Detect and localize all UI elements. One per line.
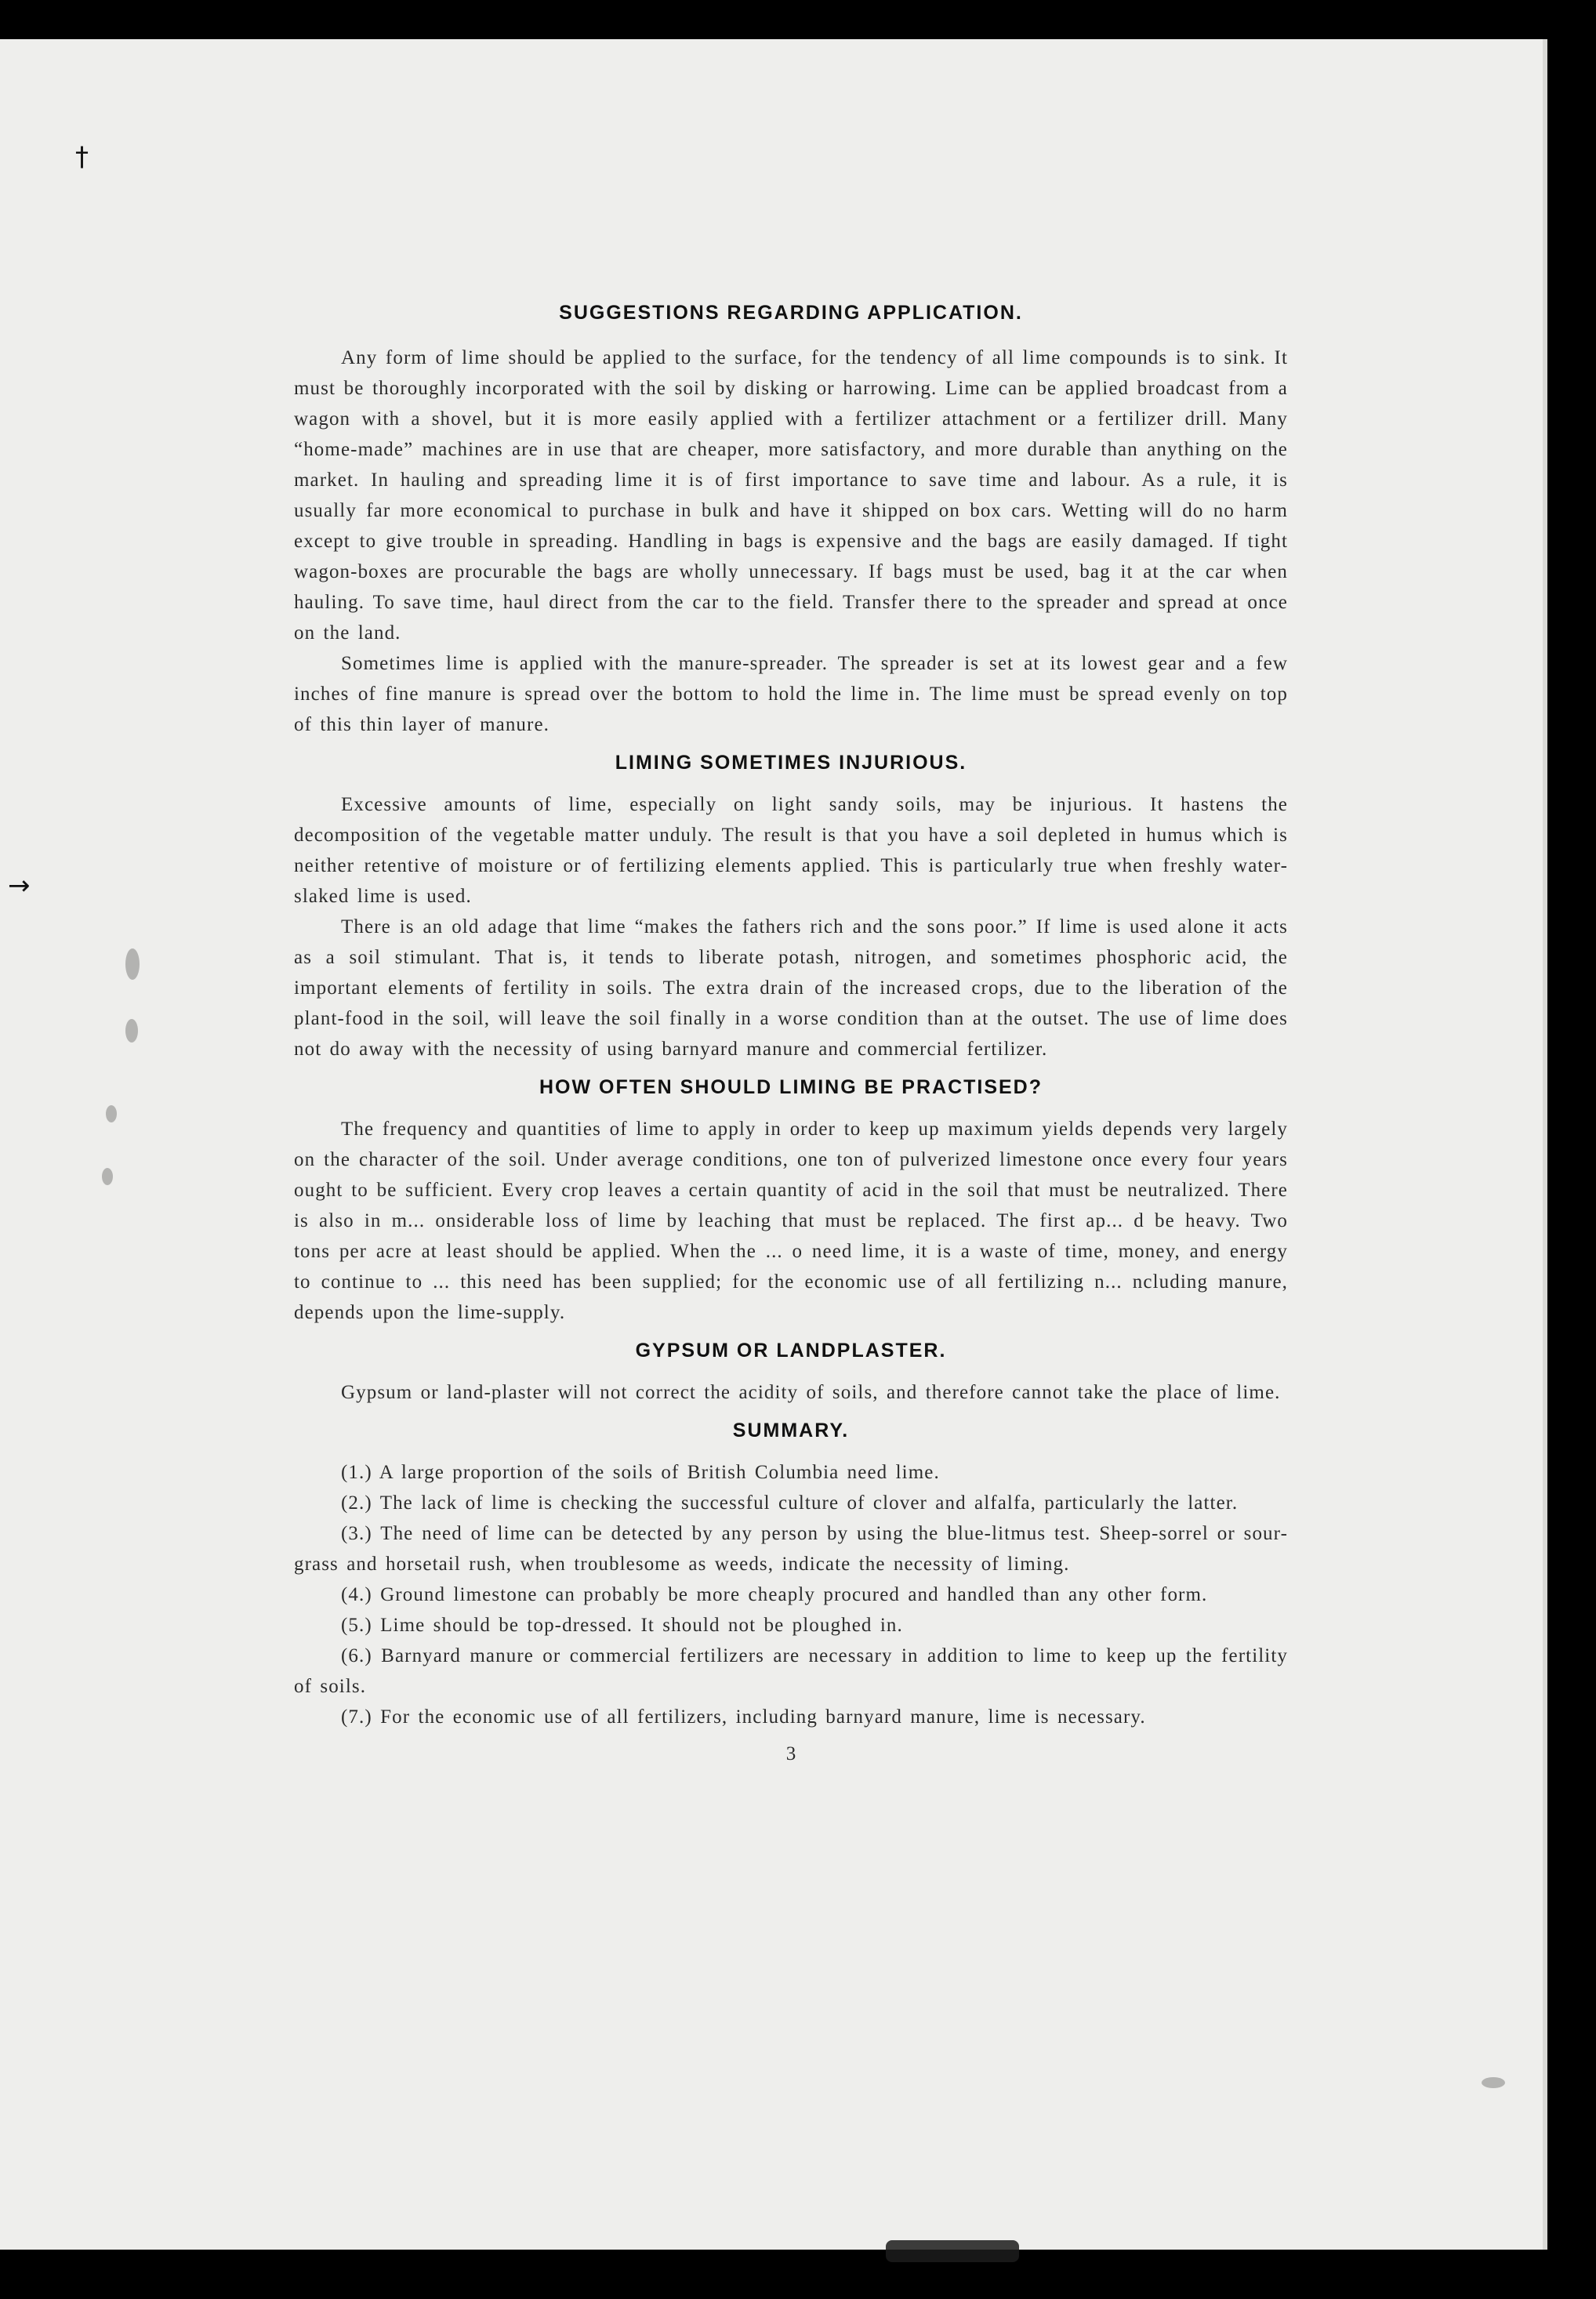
body-paragraph: The frequency and quantities of lime to apply in order to keep up maximum yields depends very largely on the character of the soil. Under average conditions, one ton of pulverized limestone once every four years ought to be sufficient. Every crop leaves a certain quantity of acid in the soil that must be neutralized. There is also in m... onsiderable loss of lime by leaching that must be replaced. The first ap... d be heavy. Two tons per acre at least should be applied. When the ... o need lime, it is a waste of time, money, and energy to continue to ... this need has been supplied; for the economic use of all fertilizing n... ncluding manure, depends upon the lime-supply. — [294, 1119, 1288, 1323]
summary-item: (1.) A large proportion of the soils of British Columbia need lime. — [341, 1462, 940, 1483]
section-heading: LIMING SOMETIMES INJURIOUS. — [615, 752, 967, 774]
page-number: 3 — [785, 1743, 796, 1764]
margin-mark-top: † — [75, 141, 89, 172]
body-paragraph: Any form of lime should be applied to the surface, for the tendency of all lime compounds is to sink. It must be thoroughly incorporated with the soil by disking or harrowing. Lime can be applied broadcast from a wagon with a shovel, but it is more easily applied with a fertilizer attachment or a fertilizer drill. Many “home-made” machines are in use that are cheaper, more satisfactory, and more durable than anything on the market. In hauling and spreading lime it is of first importance to save time and labour. As a rule, it is usually far more economical to purchase in bulk and have it shipped on box cars. Wetting will do no harm except to give trouble in spreading. Handling in bags is expensive and the bags are easily damaged. If tight wagon-boxes are procurable the bags are wholly unnecessary. If bags must be used, bag it at the car when hauling. To save time, haul direct from the car to the field. Transfer there to the spreader and spread at once on the land. — [294, 347, 1288, 644]
section-heading: HOW OFTEN SHOULD LIMING BE PRACTISED? — [539, 1076, 1043, 1098]
left-margin-speck — [102, 1168, 113, 1185]
left-margin-speck — [125, 1019, 138, 1043]
summary-item: (3.) The need of lime can be detected by any person by using the blue-litmus test. Sheep-sorrel or sour-grass and horsetail rush, when troublesome as weeds, indicate the necessity of liming. — [294, 1523, 1288, 1575]
summary-item: (2.) The lack of lime is checking the successful culture of clover and alfalfa, particularly the latter. — [341, 1492, 1239, 1514]
body-paragraph: There is an old adage that lime “makes the fathers rich and the sons poor.” If lime is used alone it acts as a soil stimulant. That is, it tends to liberate potash, nitrogen, and sometimes phosphoric acid, the important elements of fertility in soils. The extra drain of the increased crops, due to the liberation of the plant-food in the soil, will leave the soil finally in a worse condition than at the outset. The use of lime does not do away with the necessity of using barnyard manure and commercial fertilizer. — [294, 916, 1288, 1060]
left-margin-speck — [125, 948, 140, 980]
summary-item: (6.) Barnyard manure or commercial fertilizers are necessary in addition to lime to keep up the fertility of soils. — [294, 1645, 1288, 1697]
left-margin-speck — [106, 1105, 117, 1122]
section-heading: SUGGESTIONS REGARDING APPLICATION. — [559, 302, 1023, 324]
margin-mark-arrow: → — [8, 870, 31, 901]
summary-heading: SUMMARY. — [732, 1420, 850, 1441]
right-margin-speck — [1482, 2077, 1505, 2088]
summary-item: (4.) Ground limestone can probably be more cheaply procured and handled than any other form. — [341, 1584, 1208, 1605]
bottom-edge-smudge — [886, 2240, 1019, 2262]
summary-item: (7.) For the economic use of all fertilizers, including barnyard manure, lime is necessary. — [341, 1706, 1146, 1728]
paper-sheet — [0, 39, 1547, 2250]
document-body — [294, 298, 1288, 1769]
body-paragraph: Sometimes lime is applied with the manure-spreader. The spreader is set at its lowest gear and a few inches of fine manure is spread over the bottom to hold the lime in. The lime must be spread evenly on top of this thin layer of manure. — [294, 653, 1288, 735]
body-paragraph: Excessive amounts of lime, especially on light sandy soils, may be injurious. It hastens the decomposition of the vegetable matter unduly. The result is that you have a soil depleted in humus which is neither retentive of moisture or of fertilizing elements applied. This is particularly true when freshly water-slaked lime is used. — [294, 794, 1288, 907]
body-paragraph: Gypsum or land-plaster will not correct the acidity of soils, and therefore cannot take the place of lime. — [341, 1382, 1281, 1403]
section-heading: GYPSUM OR LANDPLASTER. — [635, 1340, 947, 1362]
summary-item: (5.) Lime should be top-dressed. It should not be ploughed in. — [341, 1615, 903, 1636]
